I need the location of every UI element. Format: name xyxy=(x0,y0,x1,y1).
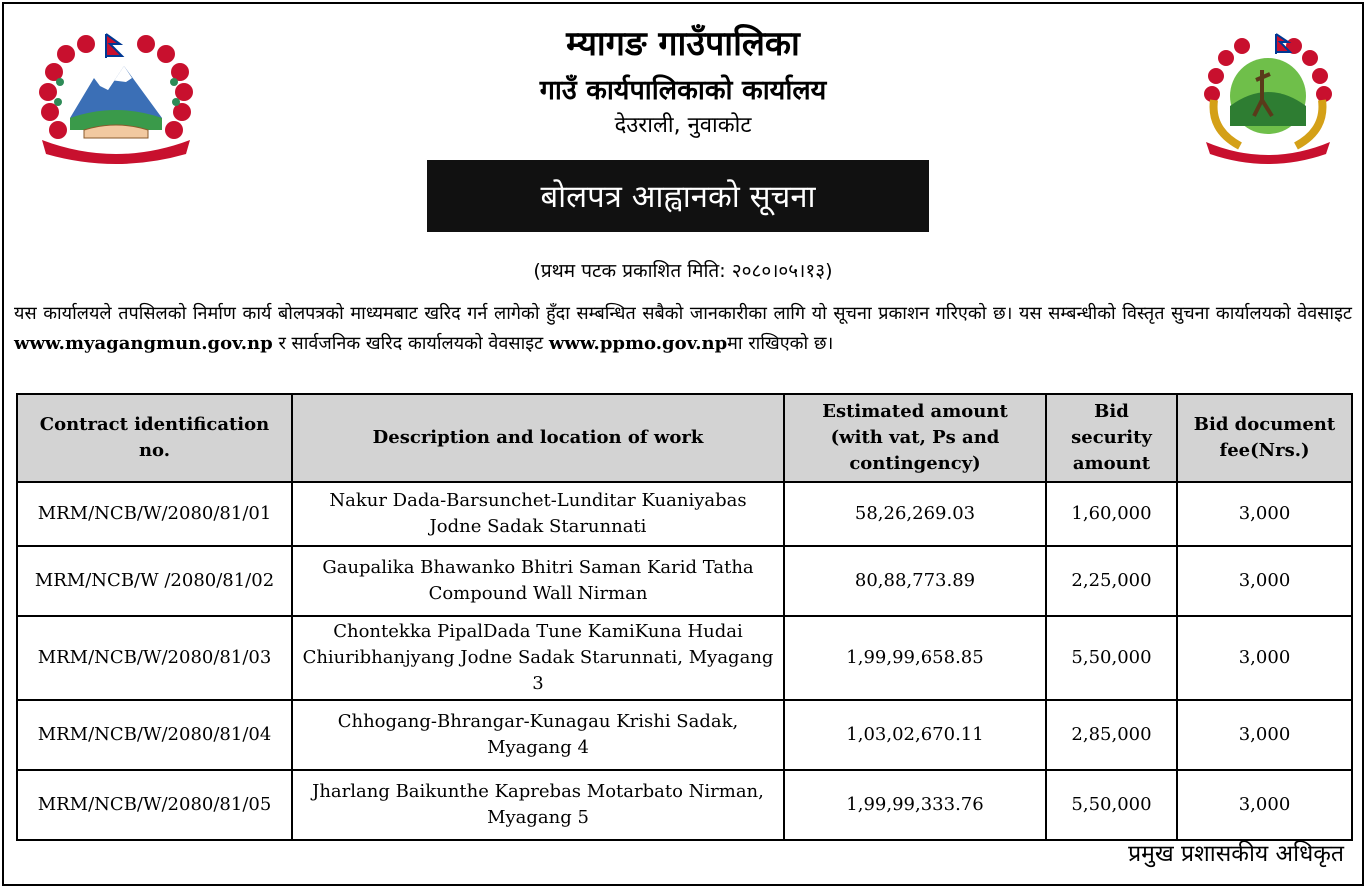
description-cell: Chhogang-Bhrangar-Kunagau Krishi Sadak, Myagang 4 xyxy=(292,700,784,770)
website-link-municipality[interactable]: www.myagangmun.gov.np xyxy=(14,333,273,354)
estimated-amount-cell: 80,88,773.89 xyxy=(784,546,1046,616)
contract-id-cell: MRM/NCB/W /2080/81/02 xyxy=(17,546,292,616)
intro-part-b: र सार्वजनिक खरिद कार्यालयको वेवसाइट xyxy=(278,333,544,354)
bid-fee-cell: 3,000 xyxy=(1177,700,1352,770)
bid-fee-cell: 3,000 xyxy=(1177,482,1352,546)
bid-security-cell: 2,25,000 xyxy=(1046,546,1177,616)
intro-part-c: मा राखिएको छ। xyxy=(727,333,834,354)
bid-security-cell: 5,50,000 xyxy=(1046,770,1177,840)
table-row xyxy=(17,482,1352,546)
office-name: गाउँ कार्यपालिकाको कार्यालय xyxy=(539,75,827,106)
bid-security-cell: 2,85,000 xyxy=(1046,700,1177,770)
intro-paragraph xyxy=(14,299,1352,359)
intro-part-a: यस सम्बन्धीको विस्तृत सुचना कार्यालयको वेवसाइट xyxy=(1019,303,1352,324)
contract-id-cell: MRM/NCB/W/2080/81/03 xyxy=(17,616,292,700)
header-estimated-amount: Estimated amount (with vat, Ps and contingency) xyxy=(784,394,1046,482)
table-row xyxy=(17,546,1352,616)
nepal-emblem-icon xyxy=(34,32,198,164)
signatory-title: प्रमुख प्रशासकीय अधिकृत xyxy=(1128,841,1344,867)
bid-fee-cell: 3,000 xyxy=(1177,616,1352,700)
intro-line-1: यस कार्यालयले तपसिलको निर्माण कार्य बोलपत्रको माध्यमबाट खरिद गर्न लागेको हुँदा सम्बन्धित सबैको जानकारीका लागि यो सूचना प्रकाशन गरिएको छ। xyxy=(14,303,1013,324)
estimated-amount-cell: 1,99,99,658.85 xyxy=(784,616,1046,700)
municipality-name: म्यागङ गाउँपालिका xyxy=(566,24,800,64)
contract-id-cell: MRM/NCB/W/2080/81/04 xyxy=(17,700,292,770)
office-address: देउराली, नुवाकोट xyxy=(614,113,752,138)
estimated-amount-cell: 58,26,269.03 xyxy=(784,482,1046,546)
header-contract-id: Contract identification no. xyxy=(17,394,292,482)
description-cell: Nakur Dada-Barsunchet-Lunditar Kuaniyabas Jodne Sadak Starunnati xyxy=(292,482,784,546)
table-row xyxy=(17,700,1352,770)
estimated-amount-cell: 1,03,02,670.11 xyxy=(784,700,1046,770)
publication-date: (प्रथम पटक प्रकाशित मिति: २०८०।०५।१३) xyxy=(533,260,833,282)
header-description: Description and location of work xyxy=(292,394,784,482)
bid-fee-cell: 3,000 xyxy=(1177,770,1352,840)
bid-security-cell: 1,60,000 xyxy=(1046,482,1177,546)
header-bid-fee: Bid document fee(Nrs.) xyxy=(1177,394,1352,482)
description-cell: Jharlang Baikunthe Kaprebas Motarbato Nirman, Myagang 5 xyxy=(292,770,784,840)
contract-id-cell: MRM/NCB/W/2080/81/01 xyxy=(17,482,292,546)
contract-id-cell: MRM/NCB/W/2080/81/05 xyxy=(17,770,292,840)
website-link-ppmo[interactable]: www.ppmo.gov.np xyxy=(548,333,728,354)
notice-title-banner: बोलपत्र आह्वानको सूचना xyxy=(427,160,929,232)
description-cell: Gaupalika Bhawanko Bhitri Saman Karid Tatha Compound Wall Nirman xyxy=(292,546,784,616)
estimated-amount-cell: 1,99,99,333.76 xyxy=(784,770,1046,840)
table-row xyxy=(17,770,1352,840)
table-row xyxy=(17,616,1352,700)
bid-fee-cell: 3,000 xyxy=(1177,546,1352,616)
description-cell: Chontekka PipalDada Tune KamiKuna Hudai Chiuribhanjyang Jodne Sadak Starunnati, Myagang 3 xyxy=(292,616,784,700)
municipality-emblem-icon xyxy=(1200,30,1336,164)
table-header-row xyxy=(17,394,1352,482)
tender-table xyxy=(16,393,1353,841)
bid-security-cell: 5,50,000 xyxy=(1046,616,1177,700)
header-bid-security: Bid security amount xyxy=(1046,394,1177,482)
